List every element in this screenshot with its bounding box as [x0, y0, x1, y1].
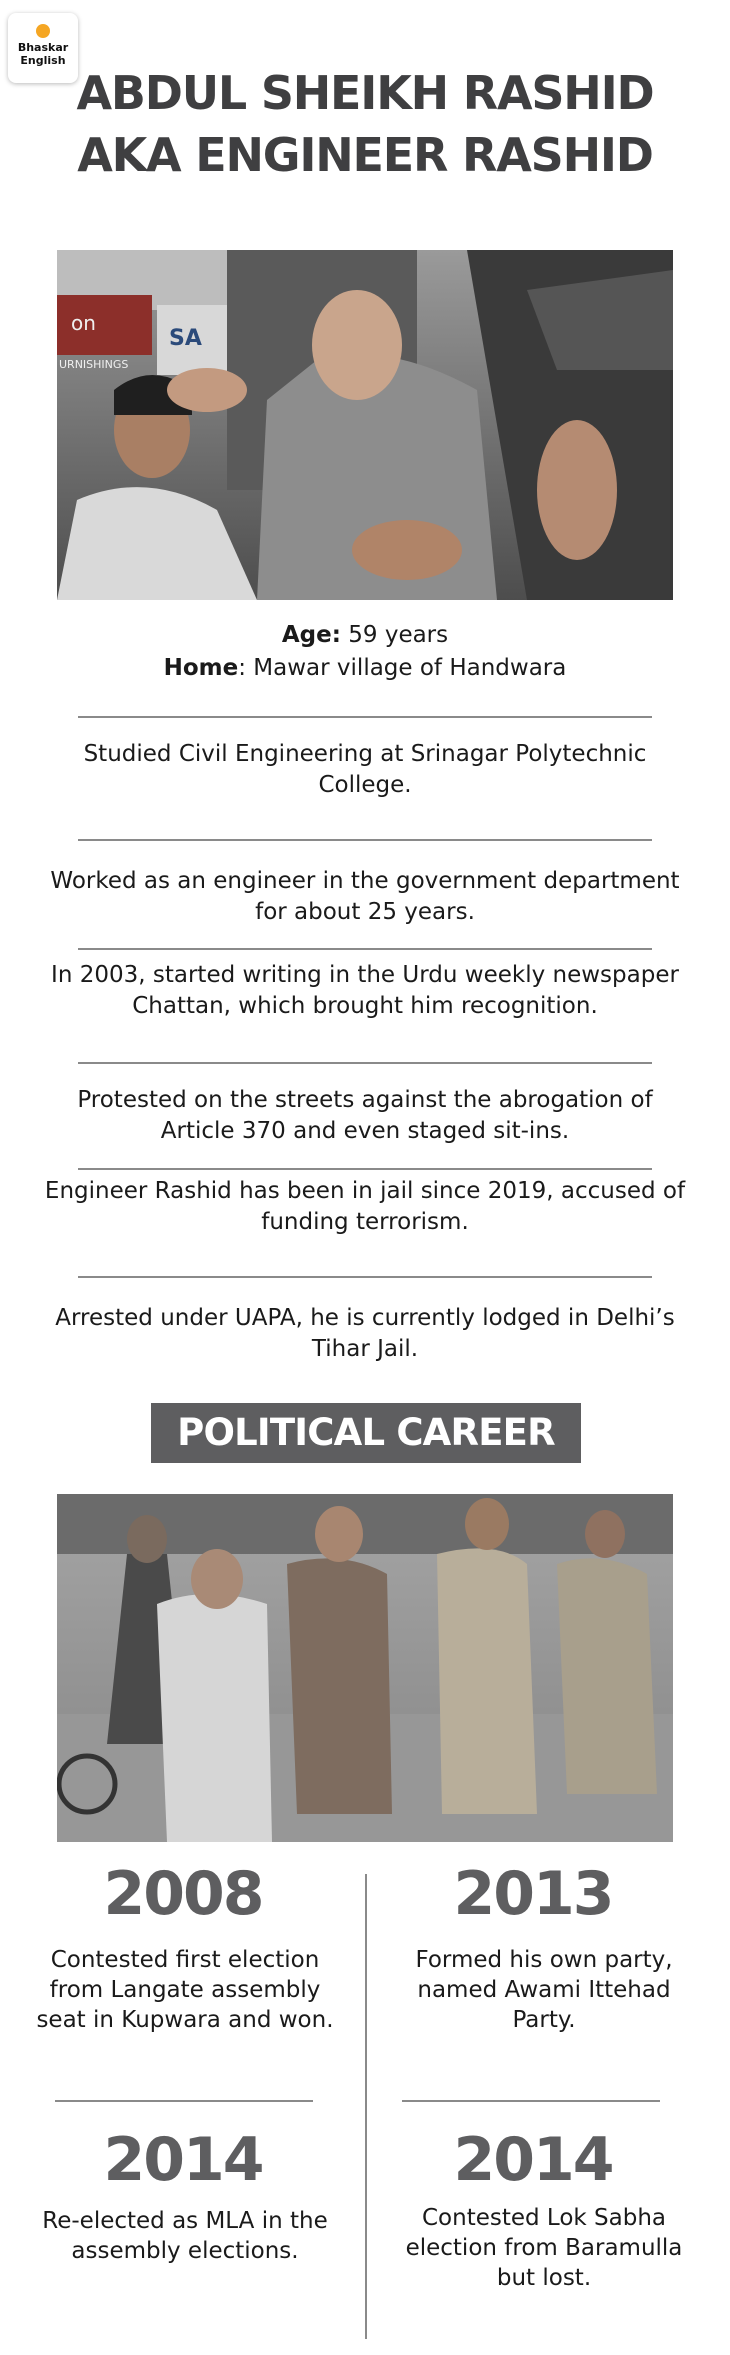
photo-sign-text-2: SA	[169, 326, 202, 351]
title-line2: AKA ENGINEER RASHID	[77, 128, 653, 182]
personal-facts	[0, 619, 730, 685]
logo-line2: English	[20, 54, 66, 67]
divider	[78, 839, 652, 841]
protest-photo-image	[57, 250, 673, 600]
rashid-escorted-photo	[57, 1494, 673, 1842]
page-title	[0, 62, 730, 186]
age-value: 59 years	[340, 622, 449, 648]
career-center-divider	[365, 1874, 367, 2339]
career-text-2014-loksabha: Contested Lok Sabha election from Baramulla but lost.	[405, 2205, 683, 2291]
escorted-photo-image	[57, 1494, 673, 1842]
career-year-2008: 2008	[103, 1859, 263, 1929]
logo-line1: Bhaskar	[17, 41, 69, 54]
timeline-item-engineer: Worked as an engineer in the government department for about 25 years.	[50, 868, 680, 925]
political-career-banner: POLITICAL CAREER	[151, 1403, 581, 1463]
timeline-item-protest: Protested on the streets against the abrogation of Article 370 and even staged sit-ins.	[77, 1087, 653, 1144]
title-line1: ABDUL SHEIKH RASHID	[76, 66, 654, 120]
timeline-item-education: Studied Civil Engineering at Srinagar Polytechnic College.	[83, 741, 647, 798]
divider	[402, 2100, 660, 2102]
career-text-2014-assembly: Re-elected as MLA in the assembly elections.	[42, 2208, 328, 2264]
career-text-2013: Formed his own party, named Awami Ittehad Party.	[415, 1947, 673, 2033]
divider	[78, 1168, 652, 1170]
divider	[78, 948, 652, 950]
logo-dot-icon	[36, 24, 50, 38]
home-value: : Mawar village of Handwara	[238, 655, 567, 681]
career-year-2013: 2013	[453, 1859, 613, 1929]
home-line	[0, 652, 730, 685]
divider	[55, 2100, 313, 2102]
career-year-2014-assembly: 2014	[103, 2125, 263, 2195]
photo-sign-text-1: on	[71, 311, 96, 335]
timeline-item-tihar: Arrested under UAPA, he is currently lodged in Delhi’s Tihar Jail.	[55, 1305, 675, 1362]
timeline-item-jail: Engineer Rashid has been in jail since 2019, accused of funding terrorism.	[44, 1178, 686, 1235]
photo-sign-text-3: URNISHINGS	[59, 358, 129, 371]
career-text-2008: Contested first election from Langate assembly seat in Kupwara and won.	[36, 1947, 334, 2033]
divider	[78, 716, 652, 718]
timeline-item-chattan: In 2003, started writing in the Urdu weekly newspaper Chattan, which brought him recognition.	[51, 962, 679, 1019]
rashid-protest-photo	[57, 250, 673, 600]
home-label: Home	[163, 655, 239, 681]
divider	[78, 1276, 652, 1278]
career-year-2014-loksabha: 2014	[453, 2125, 613, 2195]
age-line	[0, 619, 730, 652]
age-label: Age:	[281, 622, 341, 648]
divider	[78, 1062, 652, 1064]
